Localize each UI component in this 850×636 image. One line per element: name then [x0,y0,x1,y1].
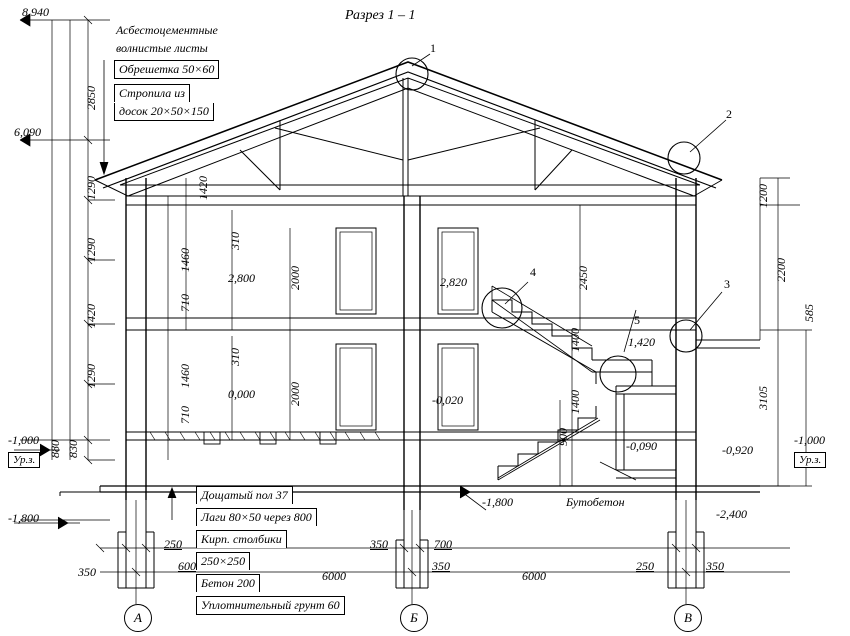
dim-350-a: 350 [78,565,96,579]
note-asbestos-line2: волнистые листы [116,41,208,55]
note-asbestos-line1: Асбестоцементные [116,23,218,37]
level-urz-left: Ур.з. [8,452,40,468]
level-minus0920-right: -0,920 [722,443,753,457]
callout-1: 1 [430,41,436,55]
level-minus0090: -0,090 [626,439,657,453]
level-0000: 0,000 [228,387,255,401]
dim-1460-a: 1460 [178,248,192,272]
dim-600: 600 [178,559,196,573]
dim-350-d: 350 [706,559,724,573]
dim-1400-a: 1400 [568,328,582,352]
dim-1420-inner: 1420 [196,176,210,200]
dim-2000-a: 2000 [288,266,302,290]
callout-5: 5 [634,313,640,327]
dim-310-b: 310 [228,348,242,366]
level-minus1000-left: -1,000 [8,433,39,447]
dim-585: 585 [802,304,816,322]
dim-700: 350 [432,559,450,573]
level-minus2400-right: -2,400 [716,507,747,521]
note-kirp-stolbiki: Кирп. столбики [196,530,287,548]
dim-350-c: 700 [434,537,452,551]
level-2800: 2,800 [228,271,255,285]
note-obreshetka: Обрешетка 50×60 [114,60,219,79]
note-doshatyi-pol: Дощатый пол 37 [196,486,293,504]
dim-880: 880 [48,440,62,458]
level-urz-right: Ур.з. [794,452,826,468]
dim-6000-a: 6000 [322,569,346,583]
level-minus0020: -0,020 [432,393,463,407]
level-minus1800-left: -1,800 [8,511,39,525]
callout-2: 2 [726,107,732,121]
axis-bubble-a: А [124,604,152,632]
dim-1200: 1200 [756,184,770,208]
dim-1290-a: 1290 [84,176,98,200]
note-lagi: Лаги 80×50 через 800 [196,508,317,526]
note-250x250: 250×250 [196,552,250,570]
dim-710-b: 710 [178,406,192,424]
axis-bubble-b: Б [400,604,428,632]
dim-350-b: 350 [370,537,388,551]
dim-6000-b: 6000 [522,569,546,583]
dim-2000-b: 2000 [288,382,302,406]
callout-3: 3 [724,277,730,291]
drawing-title: Разрез 1 – 1 [345,8,416,23]
dim-250-b: 250 [636,559,654,573]
level-minus1800-inner: -1,800 [482,495,513,509]
dim-710-a: 710 [178,294,192,312]
level-8940: 8,940 [22,5,49,19]
note-beton-200: Бетон 200 [196,574,260,592]
dim-310-a: 310 [228,232,242,250]
level-2820: 2,820 [440,275,467,289]
note-uplotnitelnyi-grunt: Уплотнительный грунт 60 [196,596,345,615]
level-minus1000-right: -1,000 [794,433,825,447]
dim-1460-b: 1460 [178,364,192,388]
dim-1290-c: 1290 [84,364,98,388]
level-6090: 6,090 [14,125,41,139]
dim-3105: 3105 [756,386,770,410]
dim-1290-b: 1290 [84,238,98,262]
level-1420-stair: 1,420 [628,335,655,349]
dim-1420-left: 1420 [84,304,98,328]
dim-2850: 2850 [84,86,98,110]
dim-2450: 2450 [576,266,590,290]
note-butobeton: Бутобетон [566,495,625,509]
dim-830: 830 [66,440,80,458]
axis-bubble-v: В [674,604,702,632]
dim-250-a: 250 [164,537,182,551]
dim-1400-b: 1400 [568,390,582,414]
callout-4: 4 [530,265,536,279]
note-stropila-line1: Стропила из [114,84,190,102]
note-stropila-line2: досок 20×50×150 [114,103,214,121]
dim-900: 900 [556,428,570,446]
dim-2200: 2200 [774,258,788,282]
